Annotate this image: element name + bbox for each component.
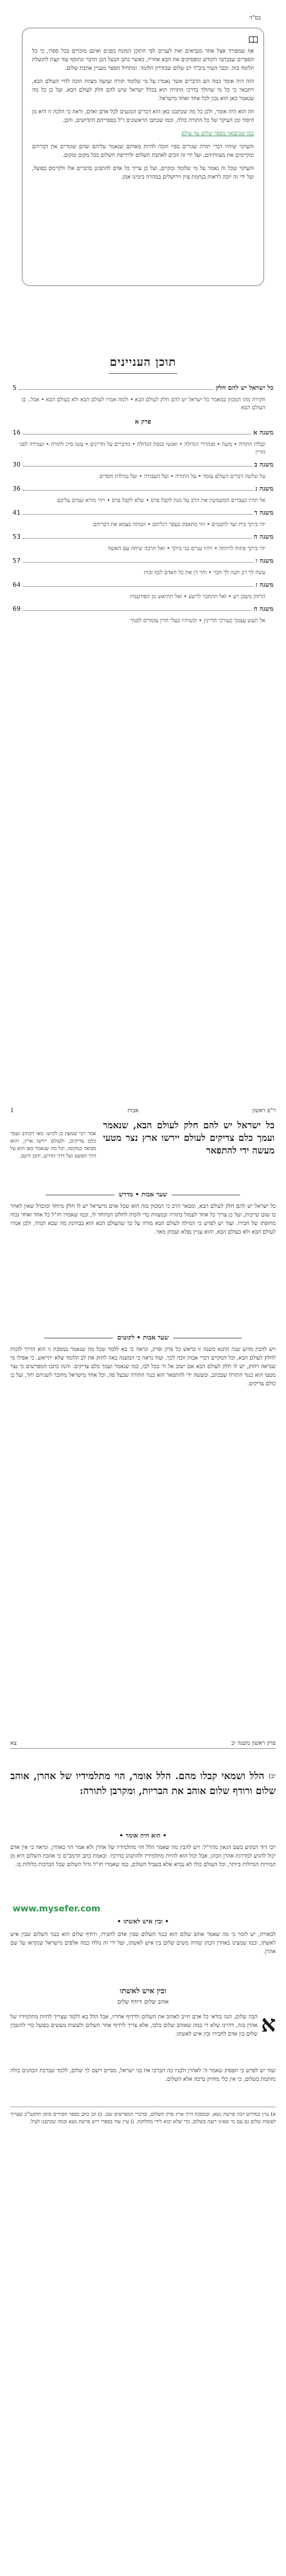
- highlighted-link[interactable]: כמו שנתבאר בספר שלום עד עולם: [181, 131, 254, 137]
- toc-leader: [23, 556, 253, 563]
- intro-box: [22, 27, 264, 286]
- body-paragraph: [10, 2010, 276, 2038]
- toc-divider: [109, 373, 177, 374]
- toc-label: משנה ג: [255, 485, 273, 492]
- body-paragraph: רבי דוד הבקיע בשם הגאון מהר"ל: ויש להבין מה שאמר הלל הוי מתלמידיו של אהרן ולא אמר הוי כאהרן, ונראה כי אין אדם יכול להגיע למדרגת אהרן הכהן, אבל יכול הוא להיות מתלמידיו ולהתנהג בדרכיו. ובאמת כתב הרמב"ם כי אהבת השלום היא מן המידות הגדולות ביותר, וכל העולם כולו לא נברא אלא בשביל השלום, כמו שאמרו חז"ל גדול השלום שכל הברכות כלולות בו.: [10, 1844, 276, 1868]
- body-paragraph-text: הבה שלום, הנה בודאי כל אדם חייב לאהוב את השלום ולרדוף אחריו, אבל הלל בא ללמד שצריך להיות מתלמידיו של אהרן בזה, דהיינו שלא די במה שאוהב שלום בלבו, אלא צריך לרדוף אחר השלום ולעשות מעשים בפועל כדי להשכין שלום בין אדם לחבירו ובין איש לאשתו.: [10, 2014, 258, 2037]
- header-title: אבות: [127, 1108, 139, 1114]
- toc-leader: [23, 605, 251, 611]
- body-paragraph: לכאורה, יש לומר כי מה שאמר אוהב שלום הוא כנגד השלום שבין אדם לחבירו, ורודף שלום הוא כנגד השלום שבין איש לאשתו, וכמו שמצינו באהרן הכהן שהיה משים שלום בין איש לאשתו, ועל ידי זה נולדו כמה אלפים מישראל שנקראו על שם אהרן.: [10, 1931, 276, 1955]
- section-subheading: אוהב שלום ורודף שלום: [117, 1999, 169, 2005]
- toc-row[interactable]: [13, 580, 273, 592]
- header-chapter: פרק ראשון משנה יב: [231, 1740, 276, 1747]
- side-commentary: אמר רבי שמעון בן לקיש: מאי דכתיב ועמך כלם צדיקים, ולעולם יירשו ארץ, והוא מבואר במקומו, וכל מה שנאמר כאן הוא על דרך הפשט ועל דרך הדרש, והבן היטב.: [10, 1131, 96, 1159]
- toc-title: תוכן העניינים: [109, 355, 177, 369]
- toc-subtopics: עשה לך רב וקנה לך חבר • והוי דן את כל האדם לכף זכות: [144, 570, 265, 576]
- toc-page-number: 36: [13, 485, 21, 492]
- toc-leader: [23, 484, 253, 491]
- open-book-icon: [248, 34, 259, 45]
- intro-paragraph: אף שמפורד אצל אחד מנביאים ואת לעניים לפי התוכן המונח בפנים ואינם מוכרים בכל ספרו, כי כל הספרים שבכתבי הקודש ומפסיקים את הבא אחריו, כאשר כתב הבעל הבן הדבר ונתוסף עוד קצת לתועלת הלומד בזה. וכבר העיר ביב"ד רב שלום שבזדרון הלומד. ומתחיל הספר מעניין אהבת שלום.: [32, 48, 254, 72]
- toc-subtopics: יהי ביתך פתוח לרווחה • ויהיו עניים בני ביתך • ואל תרבה שיחה עם האשה: [108, 546, 265, 552]
- toc-chapter-heading: פרק א: [134, 418, 152, 425]
- toc-page-number: 30: [13, 461, 21, 468]
- intro-paragraph: וזה הוא היה אומר, ולכן כל מה שכתבנו כאן הוא דברים הנוגעים לכל אדם ואדם, וראה כי הלכה זו היא מן היסוד ומן העיקר של כל התורה כולה, וכמו שכתבו הראשונים ז"ל בספריהם הקדושים, והבן.: [32, 109, 254, 124]
- toc-row[interactable]: [13, 508, 273, 520]
- toc-subtopics: אל תהיו כעבדים המשמשין את הרב על מנת לקבל פרס • שלא לקבל פרס • ויהי מורא שמים עליכם: [57, 497, 265, 504]
- toc-row[interactable]: [13, 532, 273, 544]
- drop-cap: א: [261, 2010, 276, 2037]
- toc-rows: [13, 428, 273, 629]
- toc-page-number: 41: [13, 509, 21, 516]
- toc-label: משנה א: [253, 429, 273, 436]
- toc-label: משנה ד: [254, 509, 273, 516]
- section-divider: • הוא היה אומר •: [119, 1832, 167, 1839]
- mishna-text: [10, 1769, 276, 1799]
- toc-row[interactable]: [13, 556, 273, 568]
- header-page-number: צא: [10, 1740, 17, 1747]
- toc-subtopics: חקירה מהו המכוון במאמר כל ישראל יש להם חלק לעולם הבא • ולמה אמרו לעולם הבא ולא בעולם הבא • אבל.. בן העולם הבא: [22, 397, 265, 411]
- toc-leader: [23, 508, 252, 515]
- running-header: [10, 1740, 276, 1749]
- intro-paragraph: והעיקר שיהיו דברי תורה שגורים בפיו וזוכה להיות מאותם שנאמר עליהם שהם שומרים את דבריהם ומקיימים את מצוותיהם, ועל ידי זה זוכים לאהבת השלום ולרדיפת השלום בכל מקום ומקום.: [32, 144, 254, 159]
- section-title: שער אבות • לקוטים: [10, 1334, 276, 1341]
- toc-label: משנה ז: [255, 581, 273, 588]
- header-chapter: ר"פ ראשון: [252, 1108, 276, 1114]
- toc-leader: [19, 384, 213, 390]
- toc-subtopics: אל תעש עצמך כעורכי הדיינין • וכשיהיו בעלי הדין עומדים לפניך: [130, 618, 265, 624]
- toc-page-number: 53: [13, 533, 21, 540]
- watermark-url: www.mysefer.com: [13, 1903, 101, 1914]
- toc-label: משנה ה: [253, 533, 273, 540]
- toc-subtopics: על שלשה דברים העולם עומד • על התורה • ועל העבודה • ועל גמילות חסדים: [99, 473, 265, 480]
- section-divider: • ובין איש לאשתו •: [117, 1918, 169, 1925]
- toc-leader: [23, 532, 252, 539]
- mishna-body: הלל ושמאי קבלו מהם. הלל אומר, הוי מתלמידיו של אהרן, אוהב שלום ורודף שלום אוהב את הבריות, ומקרבן לתורה:: [10, 1771, 276, 1797]
- section-heading: ובין איש לאשתו: [120, 1987, 166, 1996]
- toc-row[interactable]: [13, 384, 273, 395]
- toc-subtopics: הרחק משכן רע • ואל תתחבר לרשע • ואל תתיאש מן הפורענות: [130, 594, 265, 600]
- toc-row[interactable]: [13, 484, 273, 496]
- toc-leader: [23, 460, 252, 467]
- toc-row[interactable]: [13, 605, 273, 616]
- toc-leader: [23, 428, 251, 434]
- toc-page-number: 5: [13, 384, 17, 392]
- toc-label: משנה ח: [253, 605, 273, 613]
- body-paragraph: כל ישראל יש להם חלק לעולם הבא, ומבאר הרב כי המכוון בזה הוא שכל אדם מישראל יש לו חלק מיוחד ומובדל שאין לאחר בו שום שייכות, ועל כן צריך כל אחד לעמול בתורה ובמצוות כדי לזכות לחלקו המיוחד לו, וכמו שאמרו חז"ל כל אחד ואחד נכוה מחופתו של חבירו. ועוד יש לפרש כי המילה לעולם הבא מורה על כך שהעולם הבא הוא בבחינת מה שבא תמיד, ולכן אמרו לעולם הבא ולא בעולם הבא, והוא עניין נפלא ועמוק מאד.: [10, 1203, 276, 1235]
- toc-row[interactable]: [13, 460, 273, 472]
- toc-leader: [23, 580, 253, 587]
- toc-row[interactable]: [13, 428, 273, 440]
- toc-page-number: 57: [13, 557, 21, 564]
- toc-label: משנה ב: [254, 461, 273, 468]
- toc-page-number: 64: [13, 581, 21, 588]
- toc-page-number: 16: [13, 429, 21, 436]
- toc-label: משנה ו: [256, 557, 273, 564]
- page-label: בס"ד: [249, 15, 261, 21]
- toc-page-number: 69: [13, 605, 21, 613]
- toc-label: כל ישראל יש להם חלק: [216, 384, 273, 392]
- body-paragraph: ויש להבין מדוע שנה התנא משנה זו בראש כל פרק ופרק, ונראה כי בא ללמד שכל מה שנאמר במסכת זו הוא הדרך לזכות לחלק לעולם הבא, וכל המקיים דברי אבות זוכה לכך. ועוד נראה כי המשנה באה לחזק את לב הלומד שלא יתייאש, כי אפילו מי שנראה רחוק, יש לו חלק לעולם הבא אם ישוב אל ה' בכל לבו, כמו שנאמר ועמך כלם צדיקים. והנה כתבו המפרשים כי נצר מטעי הוא כנגד התורה שבכתב, ומעשה ידי להתפאר הוא כנגד התורה שבעל פה, וכל אחד מישראל מחובר לשניהם יחד, ועל כן כולם צדיקים.: [10, 1346, 276, 1387]
- body-paragraph: ועוד יש לפרש כי הפסוק שאמר ה' לאהרן ולבניו כה תברכו את בני ישראל, מסיים וישם לך שלום, ללמד שברכת הכהנים כולה נחתמת בשלום, כי אין כלי מחזיק ברכה אלא השלום.: [10, 2068, 276, 2083]
- section-title: שער אבות • מדרש: [10, 1191, 276, 1198]
- mishna-number: יב): [268, 1772, 276, 1780]
- intro-paragraph: הזה היה אומר כמה הם הדברים אשר נאמרו על מי שלומד תורה ועושה מצוות וזוכה לחיי העולם הבא, ויתבאר כי כל מי שהולך בדרכי התורה הוא בכלל ישראל שיש להם חלק לעולם הבא, ועל כן כל מה שנאמר כאן הוא נכון לכל אחד ואחד מישראל.: [32, 78, 254, 102]
- toc-subtopics: יהי ביתך בית ועד לחכמים • הוי מתאבק בעפר רגליהם • ושותה בצמא את דבריהם: [93, 521, 265, 528]
- table-of-contents: [13, 384, 273, 629]
- header-page-number: 1: [10, 1108, 14, 1114]
- running-header: [10, 1108, 276, 1114]
- footnotes: א) עיין במדרש רבה פרשת נשא, ובמסכת דרך ארץ פרק השלום, ובדברי המפרשים שם. ב) וכן כתב בספר חסידים סימן תתקמ"ב שצריך לעשות שלום גם עם מי שאינו רוצה בשלום, כדי שלא יבוא לידי מחלוקת. ג) עיין עוד בספרי ריש פרשת נשא ובמה שכתבנו לעיל.: [10, 2112, 276, 2125]
- toc-subtopics: קבלת התורה • משה • סנהדרי הגדולה • ואנשי כנסת הגדולה • מדברים על הדיינים • עשו סייג לתורה • ועמידה לפני הדיין: [19, 441, 265, 456]
- mishna-text: כל ישראל יש להם חלק לעולם הבא, שנאמר ועמך כלם צדיקים לעולם יירשו ארץ נצר מטעי מעשה ידי להתפאר: [103, 1120, 275, 1156]
- intro-paragraph: והעיקר שכל זה נאמר על מי שלומד ומקיים, ועל כן צריך כל אדם להתבונן בדברים אלו ולקיימם בפועל, ועל ידי זה יזכה לראות בנחמת ציון וירושלים במהרה בימינו אמן.: [32, 165, 254, 180]
